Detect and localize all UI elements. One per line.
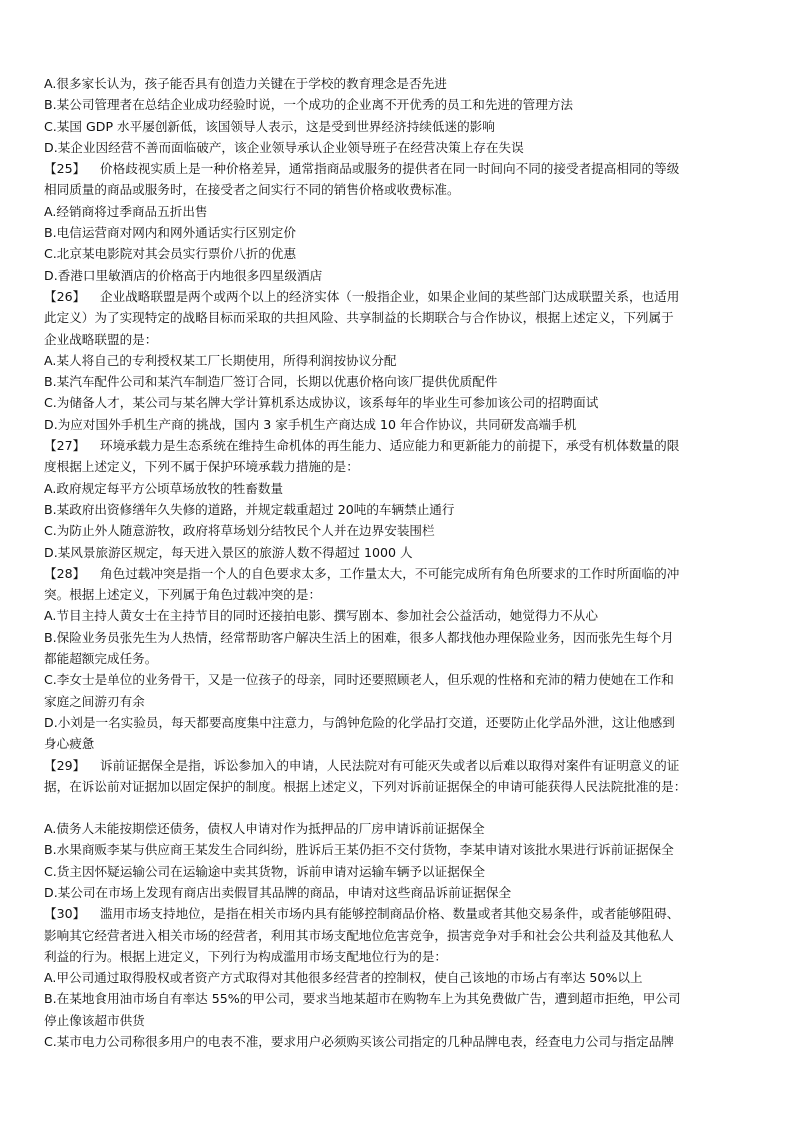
question-text: 滥用市场支持地位，是指在相关市场内具有能够控制商品价格、数量或者其他交易条件，或者能够阻碍、	[100, 906, 680, 922]
answer-option: D.某风景旅游区规定，每天进入景区的旅游人数不得超过 1000 人	[44, 544, 413, 560]
question-text: 环境承载力是生态系统在维持生命机体的再生能力、适应能力和更新能力的前提下，承受有机体数量的限	[100, 438, 680, 454]
answer-option: C.为储备人才，某公司与某名牌大学计算机系达成协议，该系每年的毕业生可参加该公司的招聘面试	[44, 395, 599, 411]
answer-option: B.某公司管理者在总结企业成功经验时说，一个成功的企业离不开优秀的员工和先进的管理方法	[44, 97, 573, 113]
continuation-line: 突。根据上述定义，下列属于角色过载冲突的是：	[44, 587, 322, 603]
answer-option: A.某人将自己的专利授权某工厂长期使用，所得利润按协议分配	[44, 352, 397, 368]
question-text: 角色过载冲突是指一个人的自色要求太多，工作量太大，不可能完成所有角色所要求的工作时所面临的冲	[100, 565, 680, 581]
continuation-line: 企业战略联盟的是：	[44, 331, 158, 347]
blank-line	[44, 797, 764, 818]
question-number: 【26】	[44, 288, 86, 304]
answer-option: A.债务人未能按期偿还债务，债权人申请对作为抵押品的厂房申请诉前证据保全	[44, 821, 485, 837]
answer-option: D.小刘是一名实验员，每天都要高度集中注意力，与鸽钟危险的化学品打交道，还要防止化学品外泄，这让他感到	[44, 714, 675, 730]
answer-option: B.水果商贩李某与供应商王某发生合同纠纷，胜诉后王某仍拒不交付货物，李某申请对该批水果进行诉前证据保全	[44, 842, 674, 858]
answer-option: C.李女士是单位的业务骨干，又是一位孩子的母亲，同时还要照顾老人，但乐观的性格和充沛的精力使她在工作和	[44, 672, 674, 688]
question-stem-line	[44, 755, 764, 776]
continuation-line: 都能超额完成任务。	[44, 651, 158, 667]
answer-option: B.在某地食用油市场自有率达 55%的甲公司，要求当地某超市在购物车上为其免费做广告，遭到超市拒绝，甲公司	[44, 991, 681, 1007]
question-text: 企业战略联盟是两个或两个以上的经济实体（一般指企业，如果企业间的某些部门达成联盟关系，也适用	[100, 288, 680, 304]
question-number: 【27】	[44, 438, 86, 454]
answer-option: C.某市电力公司称很多用户的电表不准，要求用户必须购买该公司指定的几种品牌电表，经查电力公司与指定品牌	[44, 1034, 674, 1050]
answer-option: C.货主因怀疑运输公司在运输途中卖其货物，诉前申请对运输车辆予以证据保全	[44, 863, 485, 879]
question-stem-line	[44, 435, 764, 456]
question-stem-line	[44, 903, 764, 924]
answer-option: D.某企业因经营不善而面临破产，该企业领导承认企业领导班子在经营决策上存在失误	[44, 139, 524, 155]
continuation-line: 此定义）为了实现特定的战略目标而采取的共担风险、共享制益的长期联合与合作协议，根据上述定义，下列属于	[44, 310, 674, 326]
answer-option: B.某汽车配件公司和某汽车制造厂签订合同，长期以优惠价格向该厂提供优质配件	[44, 374, 498, 390]
answer-option: A.政府规定每平方公顷草场放牧的牲畜数量	[44, 480, 284, 496]
continuation-line: 停止像该超市供货	[44, 1012, 145, 1028]
continuation-line: 据，在诉讼前对证据加以固定保护的制度。根据上述定义，下列对诉前证据保全的申请可能获得人民法院批准的是：	[44, 778, 687, 794]
answer-option: A.甲公司通过取得股权或者资产方式取得对其他很多经营者的控制权，使自己该地的市场占有率达 50%以上	[44, 970, 643, 986]
question-number: 【29】	[44, 757, 86, 773]
answer-option: D.为应对国外手机生产商的挑战，国内 3 家手机生产商达成 10 年合作协议，共同研发高端手机	[44, 416, 577, 432]
continuation-line: 利益的行为。根据上进定义，下列行为构成滥用市场支配地位行为的是：	[44, 948, 447, 964]
continuation-line: 家庭之间游刃有余	[44, 693, 145, 709]
document-page	[44, 73, 764, 1052]
question-number: 【25】	[44, 161, 86, 177]
answer-option: A.节目主持人黄女士在主持节目的同时还接拍电影、撰写剧本、参加社会公益活动，她觉得力不从心	[44, 608, 598, 624]
continuation-line: 影响其它经营者进入相关市场的经营者，利用其市场支配地位危害竞争，损害竞争对手和社会公共利益及其他私人	[44, 927, 674, 943]
answer-option: C.某国 GDP 水平屡创新低，该国领导人表示，这是受到世界经济持续低迷的影响	[44, 118, 495, 134]
answer-option: B.某政府出资修缮年久失修的道路，并规定载重超过 20吨的车辆禁止通行	[44, 501, 455, 517]
answer-option: A.很多家长认为，孩子能否具有创造力关键在于学校的教育理念是否先进	[44, 76, 447, 91]
answer-option: B.电信运营商对网内和网外通话实行区别定价	[44, 225, 296, 241]
question-number: 【28】	[44, 565, 86, 581]
continuation-line: 相同质量的商品或服务时，在接受者之间实行不同的销售价格或收费标准。	[44, 182, 460, 198]
answer-option: D.香港口里敏酒店的价格高于内地很多四星级酒店	[44, 267, 323, 283]
question-number: 【30】	[44, 906, 86, 922]
answer-option: B.保险业务员张先生为人热情，经常帮助客户解决生活上的困难，很多人都找他办理保险业务，因而张先生每个月	[44, 629, 674, 645]
question-stem-line	[44, 158, 764, 179]
question-stem-line	[44, 286, 764, 307]
answer-option: C.北京某电影院对其会员实行票价八折的优惠	[44, 246, 297, 262]
continuation-line: 度根据上述定义，下列不属于保护环境承载力措施的是：	[44, 459, 359, 475]
question-text: 价格歧视实质上是一种价格差异，通常指商品或服务的提供者在同一时间向不同的接受者提高相同的等级	[100, 161, 680, 177]
answer-option: C.为防止外人随意游牧，政府将草场划分结牧民个人并在边界安装围栏	[44, 523, 435, 539]
question-stem-line	[44, 563, 764, 584]
answer-option: D.某公司在市场上发现有商店出卖假冒其品牌的商品，申请对这些商品诉前证据保全	[44, 884, 512, 900]
answer-option: A.经销商将过季商品五折出售	[44, 203, 208, 219]
question-text: 诉前证据保全是指，诉讼参加入的申请，人民法院对有可能灭失或者以后难以取得对案件有证明意义的证	[100, 757, 680, 773]
continuation-line: 身心疲惫	[44, 736, 95, 752]
